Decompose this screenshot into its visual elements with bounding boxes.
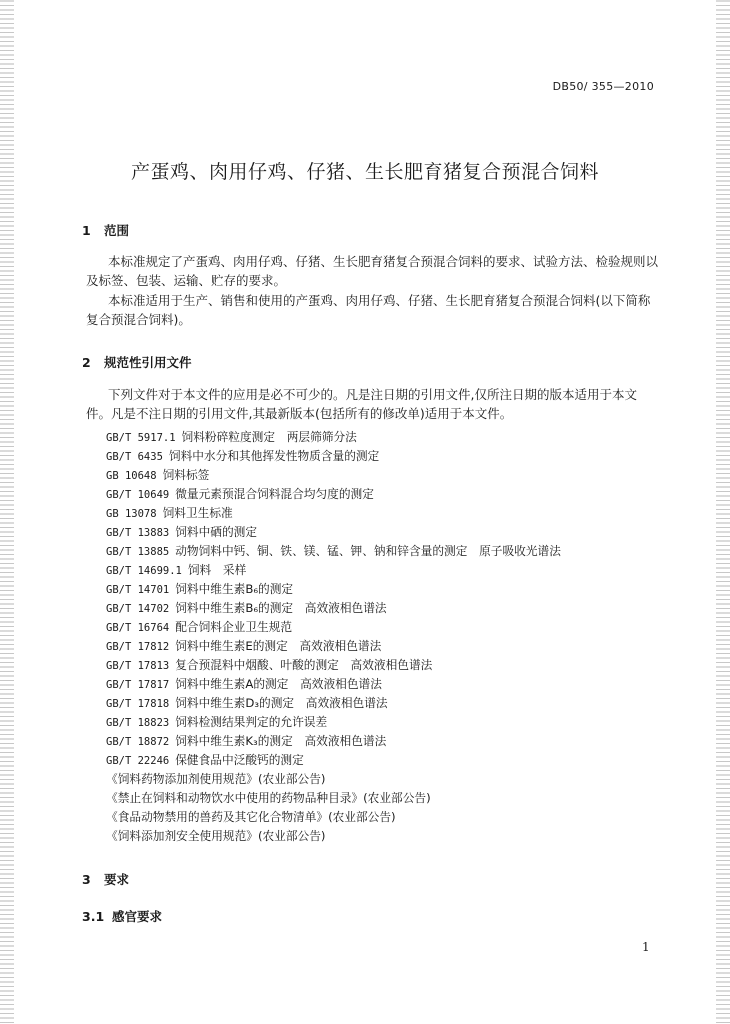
reference-item	[106, 599, 561, 618]
reference-item	[106, 808, 561, 827]
reference-code: GB/T 13883	[106, 527, 170, 539]
reference-title: 饲料中维生素A的测定 高效液相色谱法	[175, 677, 382, 691]
document-title: 产蛋鸡、肉用仔鸡、仔猪、生长肥育猪复合预混合饲料	[130, 161, 599, 183]
reference-item	[106, 542, 561, 561]
reference-item	[106, 523, 561, 542]
reference-code: GB 10648	[106, 470, 157, 482]
reference-item	[106, 770, 561, 789]
reference-item	[106, 428, 561, 447]
reference-item	[106, 561, 561, 580]
reference-code: GB/T 14699.1	[106, 565, 182, 577]
reference-title: 饲料中维生素B₆的测定 高效液相色谱法	[175, 601, 387, 615]
reference-item	[106, 637, 561, 656]
section-1-number: 1	[82, 223, 91, 238]
reference-title: 微量元素预混合饲料混合均匀度的测定	[175, 487, 374, 501]
reference-code: GB/T 10649	[106, 489, 170, 501]
reference-item	[106, 656, 561, 675]
reference-title: 饲料检测结果判定的允许误差	[175, 715, 328, 729]
reference-title: 饲料粉碎粒度测定 两层筛筛分法	[181, 430, 357, 444]
reference-code: GB/T 13885	[106, 546, 170, 558]
reference-item	[106, 751, 561, 770]
reference-code: GB/T 16764	[106, 622, 170, 634]
section-3-1-heading	[82, 907, 162, 925]
section-3-1-number: 3.1	[82, 909, 105, 924]
reference-item	[106, 694, 561, 713]
reference-title: 《禁止在饲料和动物饮水中使用的药物品种目录》(农业部公告)	[106, 791, 431, 805]
reference-code: GB/T 6435	[106, 451, 163, 463]
reference-item	[106, 447, 561, 466]
reference-title: 动物饲料中钙、铜、铁、镁、锰、钾、钠和锌含量的测定 原子吸收光谱法	[175, 544, 561, 558]
reference-title: 饲料中维生素E的测定 高效液相色谱法	[175, 639, 382, 653]
reference-item	[106, 485, 561, 504]
section-2-title: 规范性引用文件	[104, 355, 192, 370]
reference-title: 饲料中维生素B₆的测定	[175, 582, 294, 596]
reference-code: GB/T 22246	[106, 755, 170, 767]
reference-title: 饲料中硒的测定	[175, 525, 258, 539]
reference-item	[106, 504, 561, 523]
page-number: 1	[642, 940, 650, 954]
reference-title: 饲料中水分和其他挥发性物质含量的测定	[168, 449, 380, 463]
reference-title: 保健食品中泛酸钙的测定	[175, 753, 304, 767]
reference-title: 《饲料药物添加剂使用规范》(农业部公告)	[106, 772, 326, 786]
reference-title: 饲料中维生素K₃的测定 高效液相色谱法	[175, 734, 387, 748]
reference-code: GB/T 14701	[106, 584, 170, 596]
reference-code: GB/T 14702	[106, 603, 170, 615]
section-1-title: 范围	[104, 223, 130, 238]
document-code: DB50/ 355—2010	[552, 80, 654, 93]
reference-title: 饲料标签	[162, 468, 210, 482]
section-3-heading	[82, 870, 129, 888]
reference-item	[106, 466, 561, 485]
reference-code: GB 13078	[106, 508, 157, 520]
reference-code: GB/T 18823	[106, 717, 170, 729]
normative-refs-intro: 下列文件对于本文件的应用是必不可少的。凡是注日期的引用文件,仅所注日期的版本适用于本文件。凡是不注日期的引用文件,其最新版本(包括所有的修改单)适用于本文件。	[86, 387, 637, 421]
section-3-title: 要求	[104, 872, 130, 887]
reference-title: 配合饲料企业卫生规范	[175, 620, 293, 634]
section-3-number: 3	[82, 872, 91, 887]
scope-paragraph-2: 本标准适用于生产、销售和使用的产蛋鸡、肉用仔鸡、仔猪、生长肥育猪复合预混合饲料(以下简称复合预混合饲料)。	[86, 293, 651, 327]
section-1-heading	[82, 221, 129, 239]
reference-item	[106, 827, 561, 846]
reference-code: GB/T 17813	[106, 660, 170, 672]
reference-item	[106, 618, 561, 637]
scan-edge-left	[0, 0, 14, 1024]
reference-title: 饲料 采样	[187, 563, 247, 577]
reference-list	[106, 428, 561, 846]
reference-code: GB/T 17818	[106, 698, 170, 710]
reference-code: GB/T 17812	[106, 641, 170, 653]
reference-title: 《食品动物禁用的兽药及其它化合物清单》(农业部公告)	[106, 810, 396, 824]
reference-code: GB/T 17817	[106, 679, 170, 691]
section-2-heading	[82, 353, 192, 371]
reference-code: GB/T 5917.1	[106, 432, 176, 444]
reference-item	[106, 713, 561, 732]
reference-item	[106, 789, 561, 808]
reference-title: 复合预混料中烟酸、叶酸的测定 高效液相色谱法	[175, 658, 433, 672]
reference-item	[106, 580, 561, 599]
section-3-1-title: 感官要求	[112, 909, 163, 924]
reference-title: 《饲料添加剂安全使用规范》(农业部公告)	[106, 829, 326, 843]
reference-item	[106, 732, 561, 751]
reference-code: GB/T 18872	[106, 736, 170, 748]
section-2-number: 2	[82, 355, 91, 370]
scope-paragraph-1: 本标准规定了产蛋鸡、肉用仔鸡、仔猪、生长肥育猪复合预混合饲料的要求、试验方法、检验规则以及标签、包装、运输、贮存的要求。	[86, 254, 659, 288]
scan-edge-right	[716, 0, 730, 1024]
reference-title: 饲料卫生标准	[162, 506, 233, 520]
reference-title: 饲料中维生素D₃的测定 高效液相色谱法	[175, 696, 388, 710]
reference-item	[106, 675, 561, 694]
